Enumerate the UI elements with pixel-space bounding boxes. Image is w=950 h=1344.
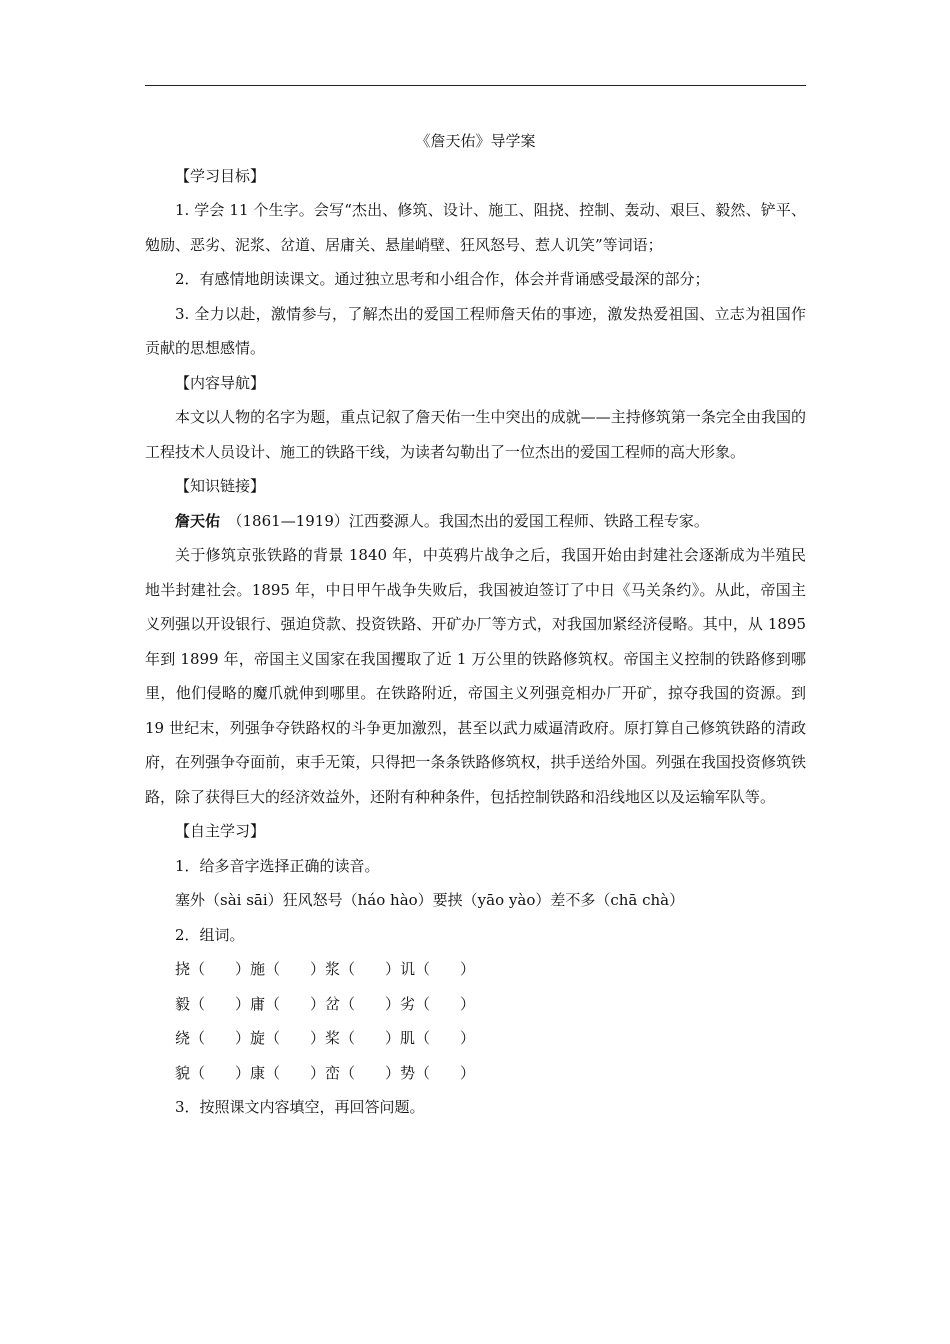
question-1-pinyin-line: 塞外（sài sāi）狂风怒号（háo hào）要挟（yāo yào）差不多（chā chà） [175, 891, 685, 909]
document-title: 《詹天佑》导学案 [415, 132, 536, 150]
section-heading-content-nav: 【内容导航】 [175, 373, 266, 392]
knowledge-name: 詹天佑 [175, 511, 221, 530]
word-row: 挠（ ）施（ ）浆（ ）讥（ ） [175, 960, 476, 978]
question-1: 1．给多音字选择正确的读音。 [175, 856, 380, 875]
section-heading-self-study: 【自主学习】 [175, 822, 266, 840]
goal-item: 1. 学会 11 个生字。会写“杰出、修筑、设计、施工、阻挠、控制、轰动、艰巨、毅然、铲平、勉励、恶劣、泥浆、岔道、居庸关、悬崖峭壁、狂风怒号、惹人讥笑”等词语； [145, 201, 806, 254]
goal-item: 2．有感情地朗读课文。通过独立思考和小组合作，体会并背诵感受最深的部分； [175, 270, 710, 288]
document-body [145, 124, 806, 1125]
knowledge-bio-paragraph [145, 504, 806, 539]
knowledge-bio: （1861—1919）江西婺源人。我国杰出的爱国工程师、铁路工程专家。 [220, 511, 709, 530]
header-rule [145, 85, 806, 86]
content-nav-paragraph: 本文以人物的名字为题，重点记叙了詹天佑一生中突出的成就——主持修筑第一条完全由我国的工程技术人员设计、施工的铁路干线，为读者勾勒出了一位杰出的爱国工程师的高大形象。 [145, 408, 806, 461]
word-row: 绕（ ）旋（ ）桨（ ）肌（ ） [175, 1029, 476, 1047]
goal-item: 3. 全力以赴，激情参与，了解杰出的爱国工程师詹天佑的事迹，激发热爱祖国、立志为祖国作贡献的思想感情。 [145, 304, 806, 357]
word-row: 貌（ ）康（ ）峦（ ）势（ ） [175, 1063, 476, 1082]
section-heading-goals: 【学习目标】 [175, 166, 266, 185]
knowledge-background-paragraph: 关于修筑京张铁路的背景 1840 年，中英鸦片战争之后，我国开始由封建社会逐渐成为半殖民地半封建社会。1895 年，中日甲午战争失败后，我国被迫签订了中日《马关条约》。从此，帝国主义列强以开设银行、强迫贷款、投资铁路、开矿办厂等方式，对我国加紧经济侵略。其中，从 1895 年到 1899 年，帝国主义国家在我国攫取了近 1 万公里的铁路修筑权。帝国主义控制的铁路修到哪里，他们侵略的魔爪就伸到哪里。在铁路附近，帝国主义列强竞相办厂开矿，掠夺我国的资源。到 19 世纪末，列强争夺铁路权的斗争更加激烈，甚至以武力威逼清政府。原打算自己修筑铁路的清政府，在列强争夺面前，束手无策，只得把一条条铁路修筑权，拱手送给外国。列强在我国投资修筑铁路，除了获得巨大的经济效益外，还附有种种条件，包括控制铁路和沿线地区以及运输军队等。 [145, 546, 806, 806]
question-3: 3．按照课文内容填空，再回答问题。 [175, 1098, 425, 1116]
word-row: 毅（ ）庸（ ）岔（ ）劣（ ） [175, 994, 476, 1013]
question-2: 2．组词。 [175, 925, 245, 944]
section-heading-knowledge: 【知识链接】 [175, 477, 266, 495]
